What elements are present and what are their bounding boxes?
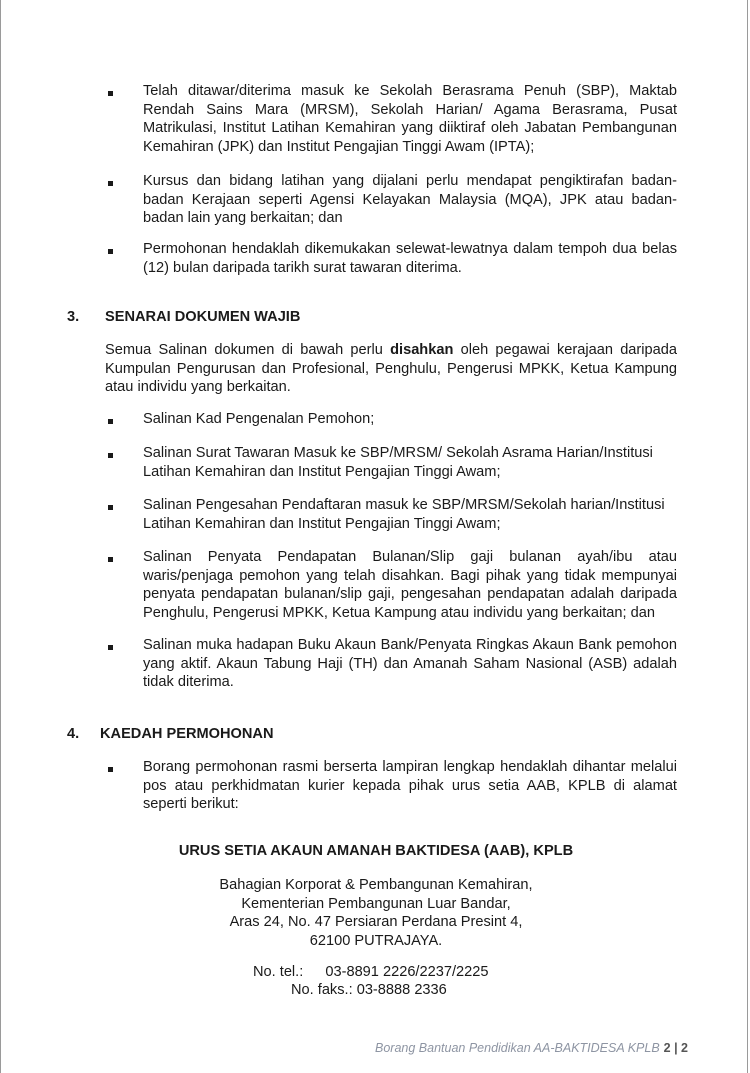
page-number: 2 | 2	[663, 1041, 689, 1055]
intro-emphasis: disahkan	[390, 342, 454, 358]
fax-label: No. faks.:	[291, 982, 353, 998]
phone-number: 03-8891 2226/2237/2225	[325, 964, 489, 980]
address-line: 62100 PUTRAJAYA.	[309, 932, 443, 949]
phone-label: No. tel.:	[253, 964, 304, 980]
list-item: Borang permohonan rasmi berserta lampiran lengkap hendaklah dihantar melalui pos atau perkhidmatan kurier kepada pihak urus setia AAB, KPLB di alamat seperti berikut:	[143, 759, 677, 813]
intro-text-continued: oleh pegawai kerajaan daripada Kumpulan Pengurusan dan Profesional, Penghulu, Pengerusi MPKK, Ketua Kampung atau individu yang berkaitan.	[105, 342, 677, 396]
section-heading: KAEDAH PERMOHONAN	[100, 726, 274, 742]
bullet-marker	[108, 767, 113, 772]
list-item: Kursus dan bidang latihan yang dijalani perlu mendapat pengiktirafan badan-badan Kerajaan seperti Agensi Kelayakan Malaysia (MQA), JPK atau badan-badan lain yang berkaitan; dan	[143, 173, 677, 227]
section-heading: SENARAI DOKUMEN WAJIB	[105, 309, 301, 325]
list-item: Salinan Kad Pengenalan Pemohon;	[143, 411, 375, 427]
bullet-marker	[108, 557, 113, 562]
list-item: Telah ditawar/diterima masuk ke Sekolah Berasrama Penuh (SBP), Maktab Rendah Sains Mara (MRSM), Sekolah Harian/ Agama Berasrama, Pusat Matrikulasi, Institut Latihan Kemahiran yang diiktiraf oleh Jabatan Pembangunan Kemahiran (JPK) dan Institut Pengajian Tinggi Awam (IPTA);	[143, 83, 677, 155]
list-item: Permohonan hendaklah dikemukakan selewat-lewatnya dalam tempoh dua belas (12) bulan daripada tarikh surat tawaran diterima.	[143, 241, 677, 276]
bullet-marker	[108, 249, 113, 254]
fax-line	[291, 981, 447, 1000]
list-item: Salinan Penyata Pendapatan Bulanan/Slip gaji bulanan ayah/ibu atau waris/penjaga pemohon yang telah disahkan. Bagi pihak yang tidak mempunyai penyata pendapatan bulanan/slip gaji, pengesahan pendapatan adalah daripada Penghulu, Pengerusi MPKK, Ketua Kampung atau individu yang berkaitan; dan	[143, 549, 677, 621]
bullet-marker	[108, 645, 113, 650]
section-intro	[105, 341, 677, 397]
bullet-marker	[108, 505, 113, 510]
list-item: Salinan Surat Tawaran Masuk ke SBP/MRSM/ Sekolah Asrama Harian/Institusi Latihan Kemahiran dan Institut Pengajian Tinggi Awam;	[143, 445, 653, 480]
address-line: Kementerian Pembangunan Luar Bandar,	[241, 895, 511, 912]
intro-text: Semua Salinan dokumen di bawah perlu	[105, 342, 391, 358]
list-item: Salinan Pengesahan Pendaftaran masuk ke SBP/MRSM/Sekolah harian/Institusi Latihan Kemahiran dan Institut Pengajian Tinggi Awam;	[143, 497, 665, 532]
address-title: URUS SETIA AKAUN AMANAH BAKTIDESA (AAB), KPLB	[178, 843, 574, 859]
page-footer	[375, 1041, 688, 1055]
fax-number: 03-8888 2336	[356, 982, 447, 998]
phone-line	[253, 963, 488, 982]
footer-title: Borang Bantuan Pendidikan AA-BAKTIDESA KPLB	[375, 1041, 660, 1055]
bullet-marker	[108, 91, 113, 96]
bullet-marker	[108, 181, 113, 186]
address-line: Bahagian Korporat & Pembangunan Kemahiran,	[219, 877, 533, 893]
address-line: Aras 24, No. 47 Persiaran Perdana Presint 4,	[229, 914, 523, 931]
section-number: 4.	[67, 726, 80, 742]
address-block	[151, 876, 601, 950]
section-number: 3.	[67, 309, 80, 325]
list-item: Salinan muka hadapan Buku Akaun Bank/Penyata Ringkas Akaun Bank pemohon yang aktif. Akaun Tabung Haji (TH) dan Amanah Saham Nasional (ASB) adalah tidak diterima.	[143, 637, 677, 691]
bullet-marker	[108, 453, 113, 458]
bullet-marker	[108, 419, 113, 424]
